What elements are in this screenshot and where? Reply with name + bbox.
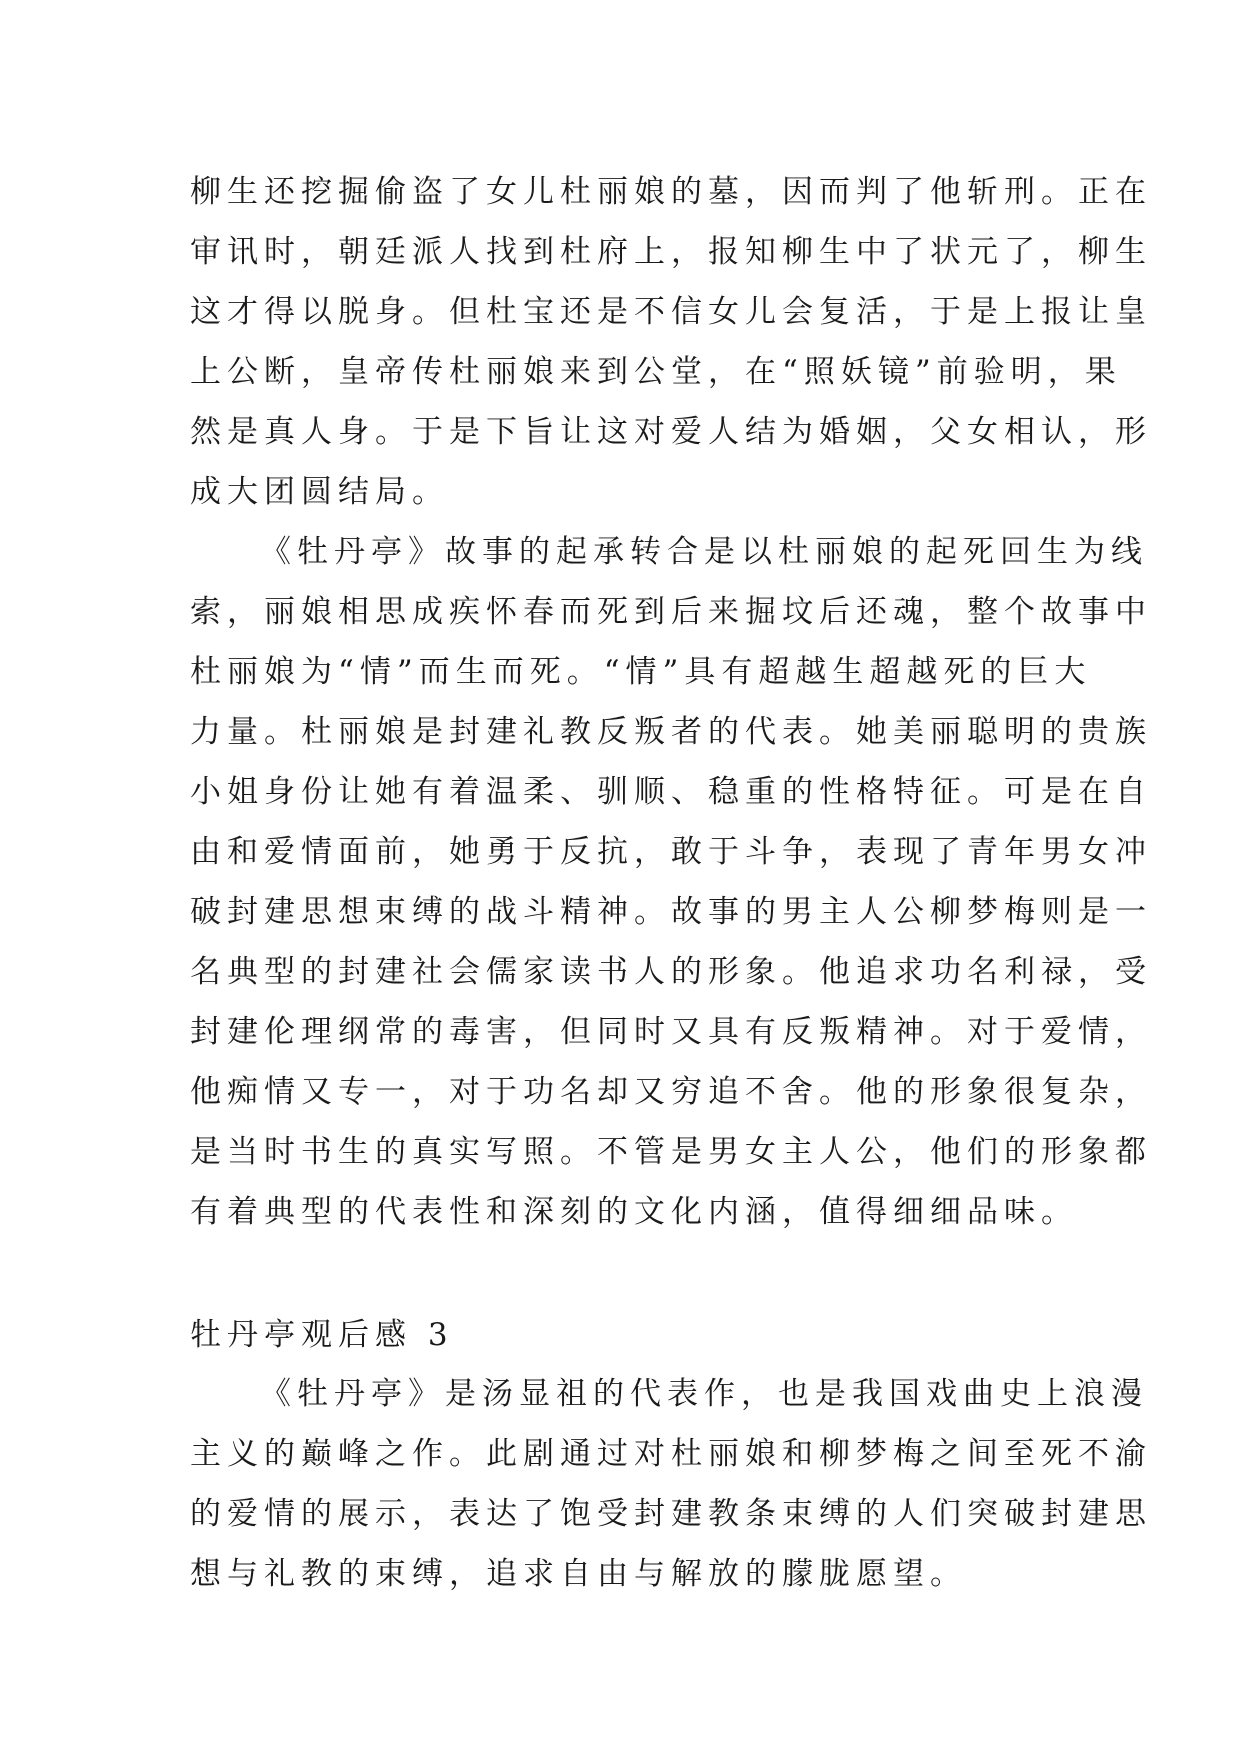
text-line: 《牡丹亭》是汤显祖的代表作，也是我国戏曲史上浪漫 — [260, 1376, 1148, 1412]
paragraph-continued — [190, 162, 1152, 522]
text-line: 杜丽娘为“情”而生而死。“情”具有超越生超越死的巨大 — [190, 654, 1092, 690]
paragraph-review — [190, 1364, 1152, 1604]
text-line: 由和爱情面前，她勇于反抗，敢于斗争，表现了青年男女冲 — [190, 834, 1152, 870]
text-line: 封建伦理纲常的毒害，但同时又具有反叛精神。对于爱情， — [190, 1014, 1152, 1050]
text-line: 是当时书生的真实写照。不管是男女主人公，他们的形象都 — [190, 1134, 1152, 1170]
text-line: 力量。杜丽娘是封建礼教反叛者的代表。她美丽聪明的贵族 — [190, 714, 1152, 750]
text-line: 名典型的封建社会儒家读书人的形象。他追求功名利禄，受 — [190, 954, 1152, 990]
section-heading: 牡丹亭观后感 3 — [190, 1317, 454, 1353]
text-line: 索，丽娘相思成疾怀春而死到后来掘坟后还魂，整个故事中 — [190, 594, 1152, 630]
text-line: 的爱情的展示，表达了饱受封建教条束缚的人们突破封建思 — [190, 1496, 1152, 1532]
text-line: 审讯时，朝廷派人找到杜府上，报知柳生中了状元了，柳生 — [190, 234, 1152, 270]
text-line: 上公断，皇帝传杜丽娘来到公堂，在“照妖镜”前验明，果 — [190, 354, 1122, 390]
text-line: 破封建思想束缚的战斗精神。故事的男主人公柳梦梅则是一 — [190, 894, 1152, 930]
text-line: 《牡丹亭》故事的起承转合是以杜丽娘的起死回生为线 — [260, 534, 1148, 570]
text-line: 有着典型的代表性和深刻的文化内涵，值得细细品味。 — [190, 1194, 1078, 1230]
text-line: 成大团圆结局。 — [190, 474, 449, 510]
text-line: 这才得以脱身。但杜宝还是不信女儿会复活，于是上报让皇 — [190, 294, 1152, 330]
text-line: 然是真人身。于是下旨让这对爱人结为婚姻，父女相认，形 — [190, 414, 1152, 450]
document-body — [190, 162, 1152, 1604]
text-line: 柳生还挖掘偷盗了女儿杜丽娘的墓，因而判了他斩刑。正在 — [190, 174, 1152, 210]
text-line: 小姐身份让她有着温柔、驯顺、稳重的性格特征。可是在自 — [190, 774, 1152, 810]
paragraph-analysis — [190, 522, 1152, 1242]
paragraph-spacer — [190, 1242, 1060, 1306]
text-line: 主义的巅峰之作。此剧通过对杜丽娘和柳梦梅之间至死不渝 — [190, 1436, 1152, 1472]
text-line: 他痴情又专一，对于功名却又穷追不舍。他的形象很复杂， — [190, 1074, 1152, 1110]
text-line: 想与礼教的束缚，追求自由与解放的朦胧愿望。 — [190, 1556, 967, 1592]
